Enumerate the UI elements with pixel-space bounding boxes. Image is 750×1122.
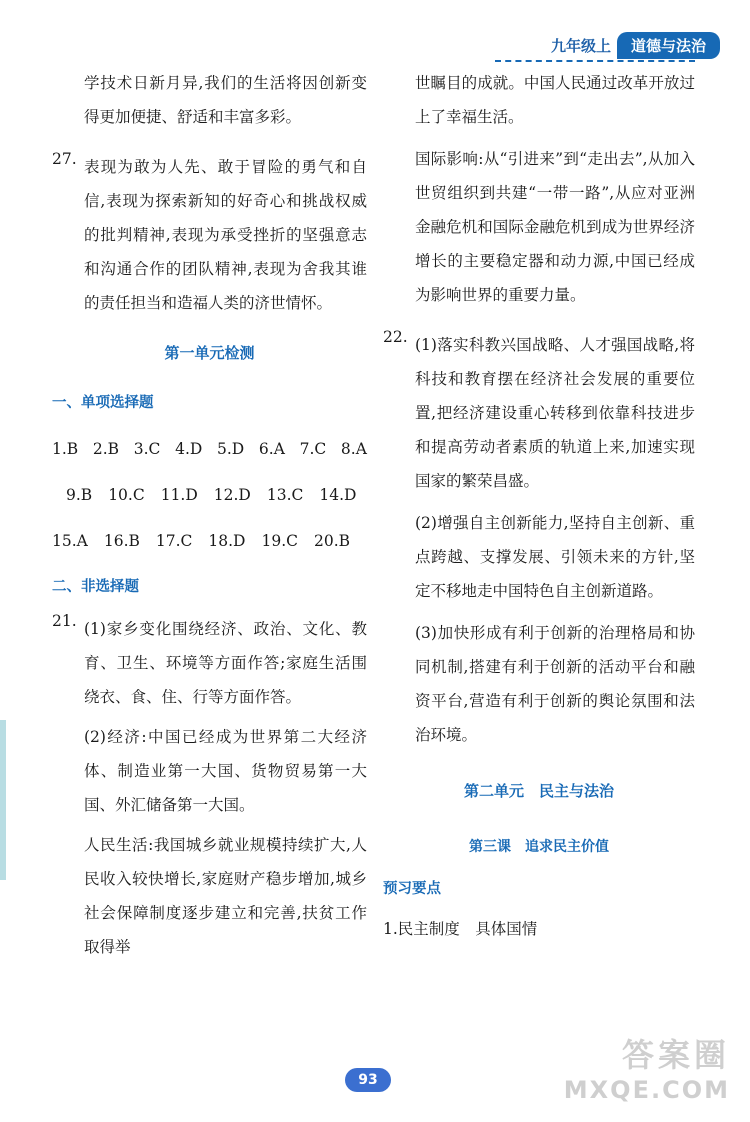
answer-item: 5.D: [217, 440, 245, 458]
question-21: [52, 612, 367, 964]
margin-stripe: [0, 720, 6, 880]
answer-part-3: 人民生活:我国城乡就业规模持续扩大,人民收入较快增长,家庭财产稳步增加,城乡社会保障制度逐步建立和完善,扶贫工作取得举: [84, 836, 367, 956]
answer-item: 7.C: [299, 440, 327, 458]
answer-text: 表现为敢为人先、敢于冒险的勇气和自信,表现为探索新知的好奇心和挑战权威的批判精神,表现为承受挫折的坚强意志和沟通合作的团队精神,表现为舍我其谁的责任担当和造福人类的济世情怀。: [84, 158, 367, 312]
answer-item: 12.D: [213, 486, 251, 504]
answer-item: 16.B: [103, 532, 140, 550]
section-heading-nonchoice: 二、非选择题: [52, 579, 139, 595]
watermark: [564, 1030, 730, 1104]
answer-item: 8.A: [340, 440, 367, 458]
section-heading-choice: 一、单项选择题: [52, 395, 154, 411]
answer-item: 9.B: [66, 486, 93, 504]
question-22: [383, 328, 695, 752]
unit-two-title: 第二单元 民主与法治: [463, 782, 614, 800]
answer-item: 3.C: [133, 440, 161, 458]
answer-item: 18.D: [208, 532, 246, 550]
answer-item: 17.C: [155, 532, 193, 550]
watermark-url: MXQE.COM: [563, 1076, 730, 1104]
answer-row: [52, 478, 367, 512]
answer-item: 4.D: [175, 440, 203, 458]
preview-heading: 预习要点: [383, 881, 441, 897]
answer-item: 11.D: [160, 486, 198, 504]
grade-label: 九年级上: [550, 36, 611, 55]
page-number: 93: [345, 1068, 391, 1092]
answer-item: 15.A: [52, 532, 88, 550]
continued-text: 世瞩目的成就。中国人民通过改革开放过上了幸福生活。: [415, 74, 695, 126]
answer-item: 2.B: [92, 440, 120, 458]
subject-badge: 道德与法治: [617, 32, 720, 59]
question-27: [52, 150, 367, 320]
lesson-title: 第三课 追求民主价值: [469, 839, 609, 855]
unit-test-title: 第一单元检测: [164, 344, 255, 362]
answer-row: [52, 432, 367, 466]
watermark-logo: 答案圈: [621, 1036, 730, 1074]
answer-part-1: (1)落实科教兴国战略、人才强国战略,将科技和教育摆在经济社会发展的重要位置,把经济建设重心转移到依靠科技进步和提高劳动者素质的轨道上来,加速实现国家的繁荣昌盛。: [415, 336, 695, 490]
question-number: 22.: [383, 328, 408, 346]
answer-item: 6.A: [258, 440, 285, 458]
answer-item: 14.D: [319, 486, 357, 504]
question-number: 27.: [52, 150, 77, 168]
answer-item: 13.C: [266, 486, 304, 504]
answer-item: 10.C: [108, 486, 145, 504]
question-number: 21.: [52, 612, 77, 630]
answer-part-1: (1)家乡变化围绕经济、政治、文化、教育、卫生、环境等方面作答;家庭生活围绕衣、食、住、行等方面作答。: [84, 620, 367, 706]
left-column: [52, 66, 367, 964]
answer-row: [52, 524, 367, 558]
page-header: [551, 32, 720, 58]
answer-part-2: (2)经济:中国已经成为世界第二大经济体、制造业第一大国、货物贸易第一大国、外汇储备第一大国。: [84, 728, 367, 814]
answer-item: 20.B: [314, 532, 351, 550]
preview-item: 1.民主制度 具体国情: [383, 920, 538, 938]
answer-part-3: (3)加快形成有利于创新的治理格局和协同机制,搭建有利于创新的活动平台和融资平台,营造有利于创新的舆论氛围和法治环境。: [415, 624, 695, 744]
continued-text: 学技术日新月异,我们的生活将因创新变得更加便捷、舒适和丰富多彩。: [84, 74, 367, 126]
international-influence: 国际影响:从“引进来”到“走出去”,从加入世贸组织到共建“一带一路”,从应对亚洲金融危机和国际金融危机到成为世界经济增长的主要稳定器和动力源,中国已经成为影响世界的重要力量。: [415, 150, 695, 304]
header-divider: [495, 60, 695, 62]
answer-part-2: (2)增强自主创新能力,坚持自主创新、重点跨越、支撑发展、引领未来的方针,坚定不移地走中国特色自主创新道路。: [415, 514, 695, 600]
answer-item: 1.B: [52, 440, 79, 458]
answer-item: 19.C: [261, 532, 298, 550]
right-column: [383, 66, 695, 946]
